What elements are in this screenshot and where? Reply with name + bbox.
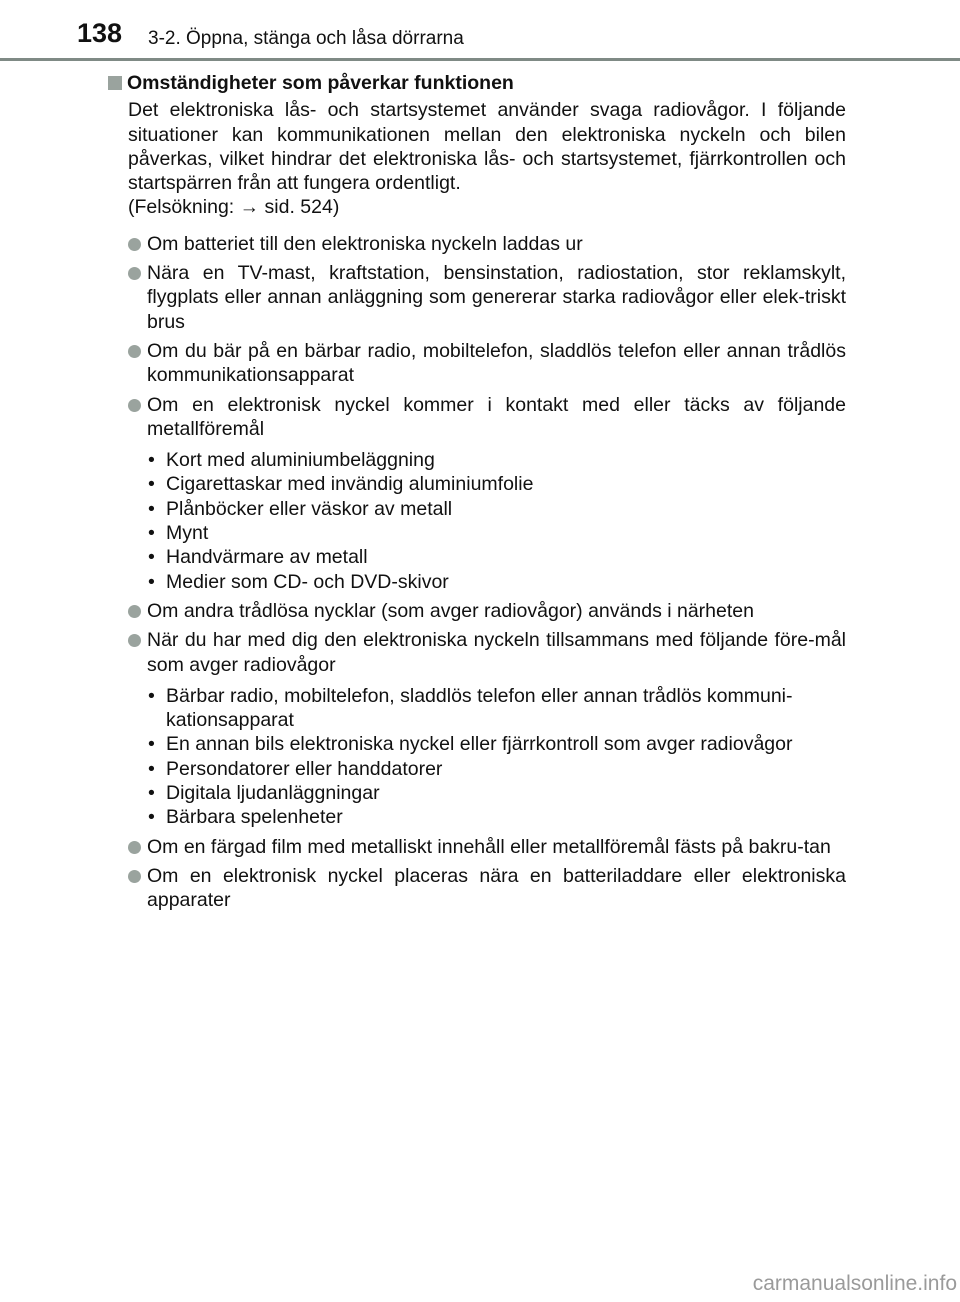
sub-list bbox=[148, 684, 846, 830]
sub-list-item bbox=[148, 472, 846, 496]
bullet-icon: • bbox=[148, 449, 155, 472]
circle-bullet-icon bbox=[128, 267, 141, 280]
list-item-text: Om en färgad film med metalliskt innehåll eller metallföremål fästs på bakru-tan bbox=[147, 835, 831, 858]
bullet-icon: • bbox=[148, 806, 155, 829]
list-item bbox=[128, 339, 846, 388]
page-number: 138 bbox=[77, 18, 123, 48]
sub-list-item-text: Digitala ljudanläggningar bbox=[166, 782, 380, 805]
reference-link[interactable]: (Felsökning: → sid. 524) bbox=[128, 196, 340, 219]
section-header-title: 3-2. Öppna, stänga och låsa dörrarna bbox=[148, 28, 464, 49]
sub-list-item bbox=[148, 805, 846, 829]
header-rule bbox=[0, 58, 960, 61]
list-item bbox=[128, 232, 846, 256]
list-item bbox=[128, 261, 846, 334]
list-item bbox=[128, 628, 846, 677]
list-item-text: Om en elektronisk nyckel kommer i kontakt med eller täcks av följande metallföremål bbox=[147, 393, 846, 440]
section-heading-text: Omständigheter som påverkar funktionen bbox=[127, 72, 514, 94]
sub-list-item-text: Persondatorer eller handdatorer bbox=[166, 757, 443, 780]
bullet-icon: • bbox=[148, 570, 155, 593]
sub-list-item bbox=[148, 448, 846, 472]
circle-bullet-icon bbox=[128, 841, 141, 854]
list-item-text: Om en elektronisk nyckel placeras nära en batteriladdare eller elektroniska apparater bbox=[147, 864, 846, 912]
list-item-text: Om batteriet till den elektroniska nyckeln laddas ur bbox=[147, 232, 583, 255]
intro-paragraph: Det elektroniska lås- och startsystemet använder svaga radiovågor. I följande situationer kan kommunikationen mellan den elektroniska nyckeln och bilen påverkas, vilket hindrar det elektroniska lås- och startsystemet, fjärrkontrollen och startspärren från att fungera ordentligt. bbox=[128, 99, 846, 195]
sub-list-item-text: En annan bils elektroniska nyckel eller fjärrkontroll som avger radiovågor bbox=[166, 733, 793, 756]
circle-bullet-icon bbox=[128, 399, 141, 412]
bullet-icon: • bbox=[148, 546, 155, 569]
list-item-text: Om andra trådlösa nycklar (som avger radiovågor) används i närheten bbox=[147, 599, 754, 622]
sub-list-item bbox=[148, 545, 846, 569]
sub-list-item bbox=[148, 521, 846, 545]
sub-list-item-text: Cigarettaskar med invändig aluminiumfolie bbox=[166, 473, 534, 496]
bullet-icon: • bbox=[148, 757, 155, 780]
circle-bullet-icon bbox=[128, 238, 141, 251]
condition-list bbox=[108, 232, 846, 913]
bullet-icon: • bbox=[148, 684, 155, 707]
square-bullet-icon bbox=[108, 76, 122, 90]
sub-list-item bbox=[148, 757, 846, 781]
list-item bbox=[128, 599, 846, 623]
sub-list-item-text: Plånböcker eller väskor av metall bbox=[166, 497, 453, 520]
sub-list-item bbox=[148, 732, 846, 756]
sub-list-item-text: Bärbara spelenheter bbox=[166, 806, 343, 829]
bullet-icon: • bbox=[148, 497, 155, 520]
list-item-text: Om du bär på en bärbar radio, mobiltelefon, sladdlös telefon eller annan trådlös kommunikationsapparat bbox=[147, 339, 846, 387]
sub-list-item-text: Mynt bbox=[166, 522, 209, 545]
circle-bullet-icon bbox=[128, 634, 141, 647]
sub-list-item-text: Medier som CD- och DVD-skivor bbox=[166, 570, 449, 593]
circle-bullet-icon bbox=[128, 345, 141, 358]
sub-list-item-text: Handvärmare av metall bbox=[166, 546, 368, 569]
page-content bbox=[108, 71, 846, 913]
sub-list-item bbox=[148, 497, 846, 521]
circle-bullet-icon bbox=[128, 605, 141, 618]
sub-list-item bbox=[148, 570, 846, 594]
section-heading bbox=[108, 71, 846, 95]
bullet-icon: • bbox=[148, 522, 155, 545]
list-item-text: Nära en TV-mast, kraftstation, bensinstation, radiostation, stor reklamskylt, flygplats eller annan anläggning som genererar starka radiovågor eller elek-triskt brus bbox=[147, 262, 846, 333]
list-item-text: När du har med dig den elektroniska nyckeln tillsammans med följande före-mål som avger radiovågor bbox=[147, 629, 846, 676]
list-item bbox=[128, 393, 846, 442]
sub-list bbox=[148, 448, 846, 594]
sub-list-item-text: Kort med aluminiumbeläggning bbox=[166, 449, 435, 472]
bullet-icon: • bbox=[148, 473, 155, 496]
list-item bbox=[128, 864, 846, 913]
watermark: carmanualsonline.info bbox=[752, 1272, 957, 1295]
sub-list-item-text: Bärbar radio, mobiltelefon, sladdlös telefon eller annan trådlös kommuni-kationsapparat bbox=[166, 684, 793, 732]
bullet-icon: • bbox=[148, 733, 155, 756]
list-item bbox=[128, 835, 846, 859]
circle-bullet-icon bbox=[128, 870, 141, 883]
bullet-icon: • bbox=[148, 782, 155, 805]
sub-list-item bbox=[148, 684, 846, 733]
sub-list-item bbox=[148, 781, 846, 805]
